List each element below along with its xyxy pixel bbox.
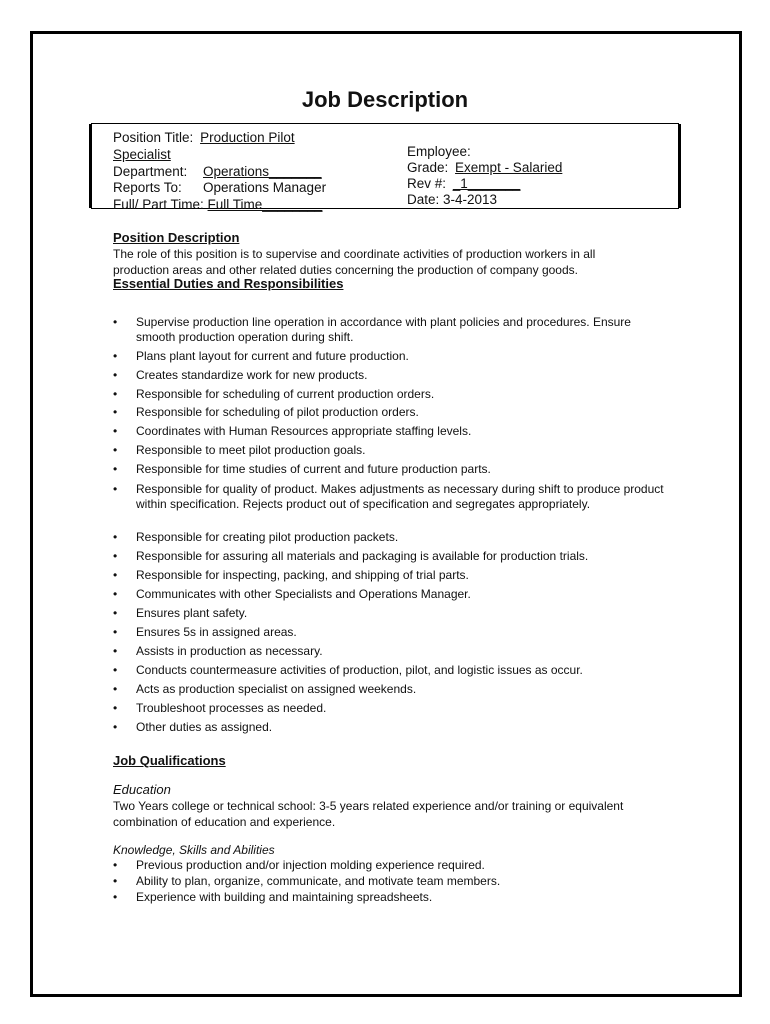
bullet-icon: • xyxy=(113,644,118,658)
department-row xyxy=(113,164,322,180)
duty-text: Plans plant layout for current and future production. xyxy=(136,349,409,363)
duty-text: Responsible for quality of product. Makes adjustments as necessary during shift to produce product within specification. Rejects product out of specification and segregates appropriately. xyxy=(136,482,664,511)
duty-text: Coordinates with Human Resources appropriate staffing levels. xyxy=(136,424,472,438)
duty-text: Acts as production specialist on assigned weekends. xyxy=(136,682,417,696)
duty-text: Responsible for inspecting, packing, and shipping of trial parts. xyxy=(136,568,469,582)
duty-item xyxy=(113,682,663,697)
duty-item xyxy=(113,424,663,439)
duty-text: Other duties as assigned. xyxy=(136,720,273,734)
position-title-value: Production Pilot xyxy=(200,130,295,145)
bullet-icon: • xyxy=(113,443,118,457)
rev-label: Rev #: xyxy=(407,176,447,191)
bullet-icon: • xyxy=(113,405,118,419)
bullet-icon: • xyxy=(113,874,118,888)
duty-text: Supervise production line operation in accordance with plant policies and procedures. Ensure smooth production operation during shift. xyxy=(136,315,631,344)
duty-item xyxy=(113,663,663,678)
ksa-text: Ability to plan, organize, communicate, and motivate team members. xyxy=(136,874,501,888)
bullet-icon: • xyxy=(113,682,118,696)
employee-label: Employee: xyxy=(407,144,471,159)
ksa-text: Previous production and/or injection molding experience required. xyxy=(136,858,485,872)
date-label: Date: 3-4-2013 xyxy=(407,192,498,207)
position-title-row xyxy=(113,130,295,146)
duty-item xyxy=(113,405,663,420)
bullet-icon: • xyxy=(113,890,118,904)
bullet-icon: • xyxy=(113,482,118,496)
duty-text: Troubleshoot processes as needed. xyxy=(136,701,327,715)
bullet-icon: • xyxy=(113,606,118,620)
document-title: Job Description xyxy=(301,87,469,112)
bullet-icon: • xyxy=(113,368,118,382)
duty-item xyxy=(113,587,663,602)
position-title-value-cont: Specialist xyxy=(113,147,171,162)
reports-to-row xyxy=(113,180,327,196)
rev-value: _1_______ xyxy=(452,176,521,191)
duty-text: Responsible for scheduling of pilot production orders. xyxy=(136,405,419,419)
reports-to-value: Operations Manager xyxy=(203,180,327,195)
bullet-icon: • xyxy=(113,858,118,872)
duty-text: Responsible to meet pilot production goals. xyxy=(136,443,366,457)
duty-text: Assists in production as necessary. xyxy=(136,644,323,658)
full-part-label: Full/ Part Time: xyxy=(113,197,204,212)
duty-text: Responsible for creating pilot production packets. xyxy=(136,530,399,544)
duty-item xyxy=(113,443,663,458)
rev-row xyxy=(407,176,520,192)
grade-label: Grade: xyxy=(407,160,449,175)
education-line-2: combination of education and experience. xyxy=(113,815,336,829)
ksa-text: Experience with building and maintaining spreadsheets. xyxy=(136,890,433,904)
duty-text: Ensures plant safety. xyxy=(136,606,248,620)
bullet-icon: • xyxy=(113,701,118,715)
bullet-icon: • xyxy=(113,549,118,563)
grade-value: Exempt - Salaried xyxy=(455,160,563,175)
bullet-icon: • xyxy=(113,462,118,476)
ksa-item xyxy=(113,890,663,905)
duty-text: Conducts countermeasure activities of production, pilot, and logistic issues as occur. xyxy=(136,663,583,677)
duty-item xyxy=(113,482,663,527)
duty-text: Responsible for assuring all materials and packaging is available for production trials. xyxy=(136,549,589,563)
position-description-line-1: The role of this position is to supervise and coordinate activities of production workers in all xyxy=(113,247,596,261)
bullet-icon: • xyxy=(113,587,118,601)
department-value: Operations_______ xyxy=(203,164,322,179)
position-description-heading: Position Description xyxy=(113,230,240,245)
bullet-icon: • xyxy=(113,663,118,677)
education-line-1: Two Years college or technical school: 3-5 years related experience and/or training or equivalent xyxy=(113,799,624,813)
duty-item xyxy=(113,462,663,477)
position-description-line-2: production areas and other related duties concerning the production of company goods. xyxy=(113,263,578,277)
duty-item xyxy=(113,387,663,402)
duty-item xyxy=(113,606,663,621)
duty-item xyxy=(113,315,663,349)
ksa-item xyxy=(113,858,663,873)
duty-item xyxy=(113,644,663,659)
duty-item xyxy=(113,549,663,564)
bullet-icon: • xyxy=(113,387,118,401)
duty-item xyxy=(113,349,663,364)
duty-text: Communicates with other Specialists and Operations Manager. xyxy=(136,587,471,601)
full-part-value: Full Time________ xyxy=(207,197,323,212)
bullet-icon: • xyxy=(113,720,118,734)
full-part-row xyxy=(113,197,322,213)
duty-text: Responsible for time studies of current and future production parts. xyxy=(136,462,491,476)
duty-item xyxy=(113,701,663,716)
bullet-icon: • xyxy=(113,424,118,438)
reports-to-label: Reports To: xyxy=(113,180,182,195)
bullet-icon: • xyxy=(113,349,118,363)
duty-item xyxy=(113,568,663,583)
bullet-icon: • xyxy=(113,568,118,582)
ksa-heading: Knowledge, Skills and Abilities xyxy=(113,843,275,857)
bullet-icon: • xyxy=(113,530,118,544)
duty-item xyxy=(113,625,663,640)
department-label: Department: xyxy=(113,164,188,179)
duty-text: Creates standardize work for new products. xyxy=(136,368,368,382)
duty-item xyxy=(113,720,663,735)
duty-text: Responsible for scheduling of current production orders. xyxy=(136,387,435,401)
duty-item xyxy=(113,368,663,383)
duties-heading: Essential Duties and Responsibilities xyxy=(113,276,344,291)
bullet-icon: • xyxy=(113,315,118,329)
duty-text: Ensures 5s in assigned areas. xyxy=(136,625,297,639)
duty-item xyxy=(113,530,663,545)
qualifications-heading: Job Qualifications xyxy=(113,753,226,768)
bullet-icon: • xyxy=(113,625,118,639)
grade-row xyxy=(407,160,562,176)
education-heading: Education xyxy=(113,782,171,797)
ksa-item xyxy=(113,874,663,889)
position-title-label: Position Title: xyxy=(113,130,194,145)
